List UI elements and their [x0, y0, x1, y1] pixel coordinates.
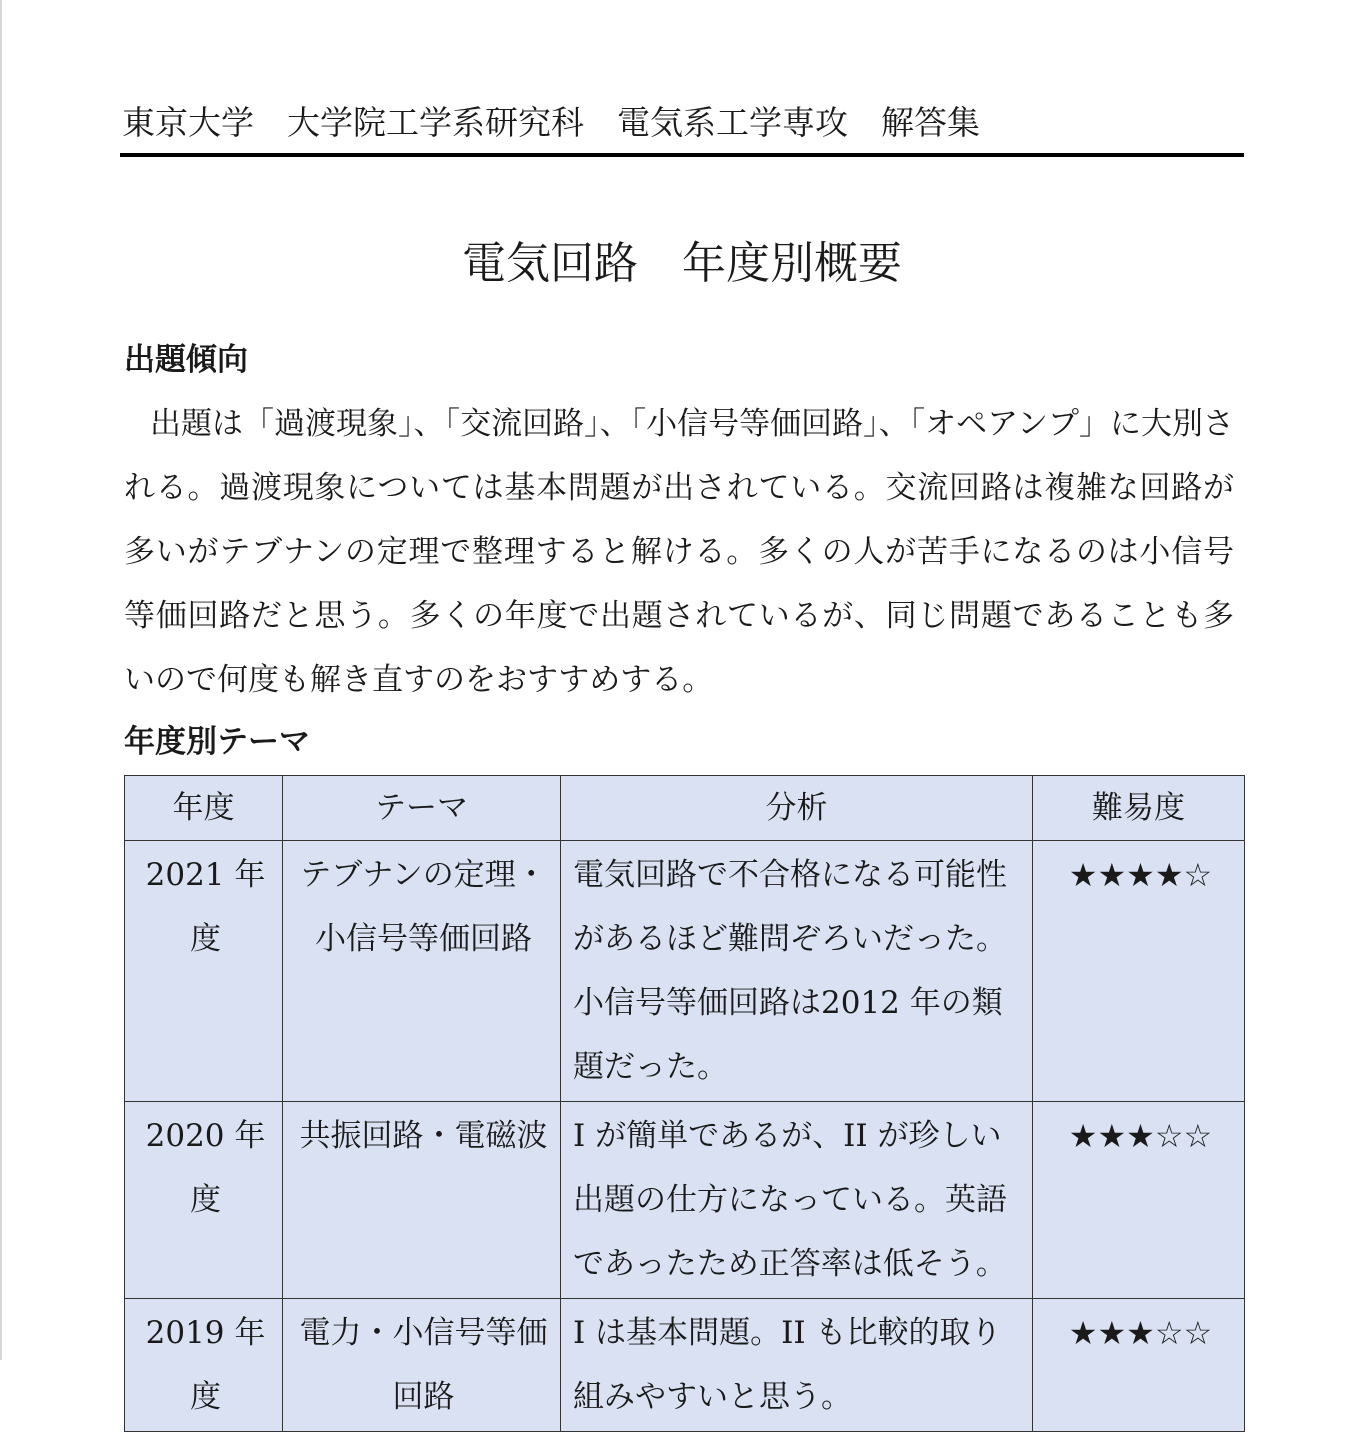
- difficulty-stars: ★★★★☆: [1068, 856, 1213, 894]
- row-difficulty: [1033, 1299, 1245, 1432]
- table-row: [125, 1299, 1245, 1432]
- column-header-theme: テーマ: [283, 776, 561, 841]
- row-theme-line: 共振回路・電磁波: [299, 1118, 548, 1154]
- table-row: [125, 841, 1245, 1102]
- row-analysis: 電気回路で不合格になる可能性があるほど難問ぞろいだった。小信号等価回路は2012 年の類題だった。: [561, 841, 1033, 1102]
- trends-heading: 出題傾向: [124, 342, 248, 378]
- trends-paragraph: 出題は「過渡現象」、「交流回路」、「小信号等価回路」、「オペアンプ」に大別される。過渡現象については基本問題が出されている。交流回路は複雑な回路が多いがテブナンの定理で整理すると解ける。多くの人が苦手になるのは小信号等価回路だと思う。多くの年度で出題されているが、同じ問題であることも多いので何度も解き直すのをおすすめする。: [124, 406, 1234, 698]
- column-header-analysis: 分析: [561, 776, 1033, 841]
- row-theme: [283, 1102, 561, 1299]
- themes-heading: 年度別テーマ: [124, 724, 310, 760]
- table-row: [125, 1102, 1245, 1299]
- page-title: 電気回路 年度別概要: [462, 238, 902, 289]
- row-year: 2019 年度: [125, 1299, 283, 1432]
- table-header-row: [125, 776, 1245, 841]
- row-theme: [283, 1299, 561, 1432]
- page-left-edge: [0, 0, 2, 1360]
- row-difficulty: [1033, 1102, 1245, 1299]
- row-theme-line: 電力・小信号等価回路: [299, 1315, 548, 1415]
- row-theme: [283, 841, 561, 1102]
- row-year: 2020 年度: [125, 1102, 283, 1299]
- document-header: 東京大学 大学院工学系研究科 電気系工学専攻 解答集: [122, 103, 980, 142]
- header-rule: [120, 153, 1244, 157]
- column-header-year: 年度: [125, 776, 283, 841]
- themes-table: [124, 775, 1245, 1432]
- row-theme-line: 小信号等価回路: [315, 921, 532, 957]
- difficulty-stars: ★★★☆☆: [1068, 1117, 1213, 1155]
- row-analysis: I が簡単であるが、II が珍しい出題の仕方になっている。英語であったため正答率は低そう。: [561, 1102, 1033, 1299]
- row-analysis: I は基本問題。II も比較的取り組みやすいと思う。: [561, 1299, 1033, 1432]
- difficulty-stars: ★★★☆☆: [1068, 1314, 1213, 1352]
- column-header-difficulty: 難易度: [1033, 776, 1245, 841]
- row-difficulty: [1033, 841, 1245, 1102]
- row-theme-line: テブナンの定理・: [300, 857, 547, 893]
- row-year: 2021 年度: [125, 841, 283, 1102]
